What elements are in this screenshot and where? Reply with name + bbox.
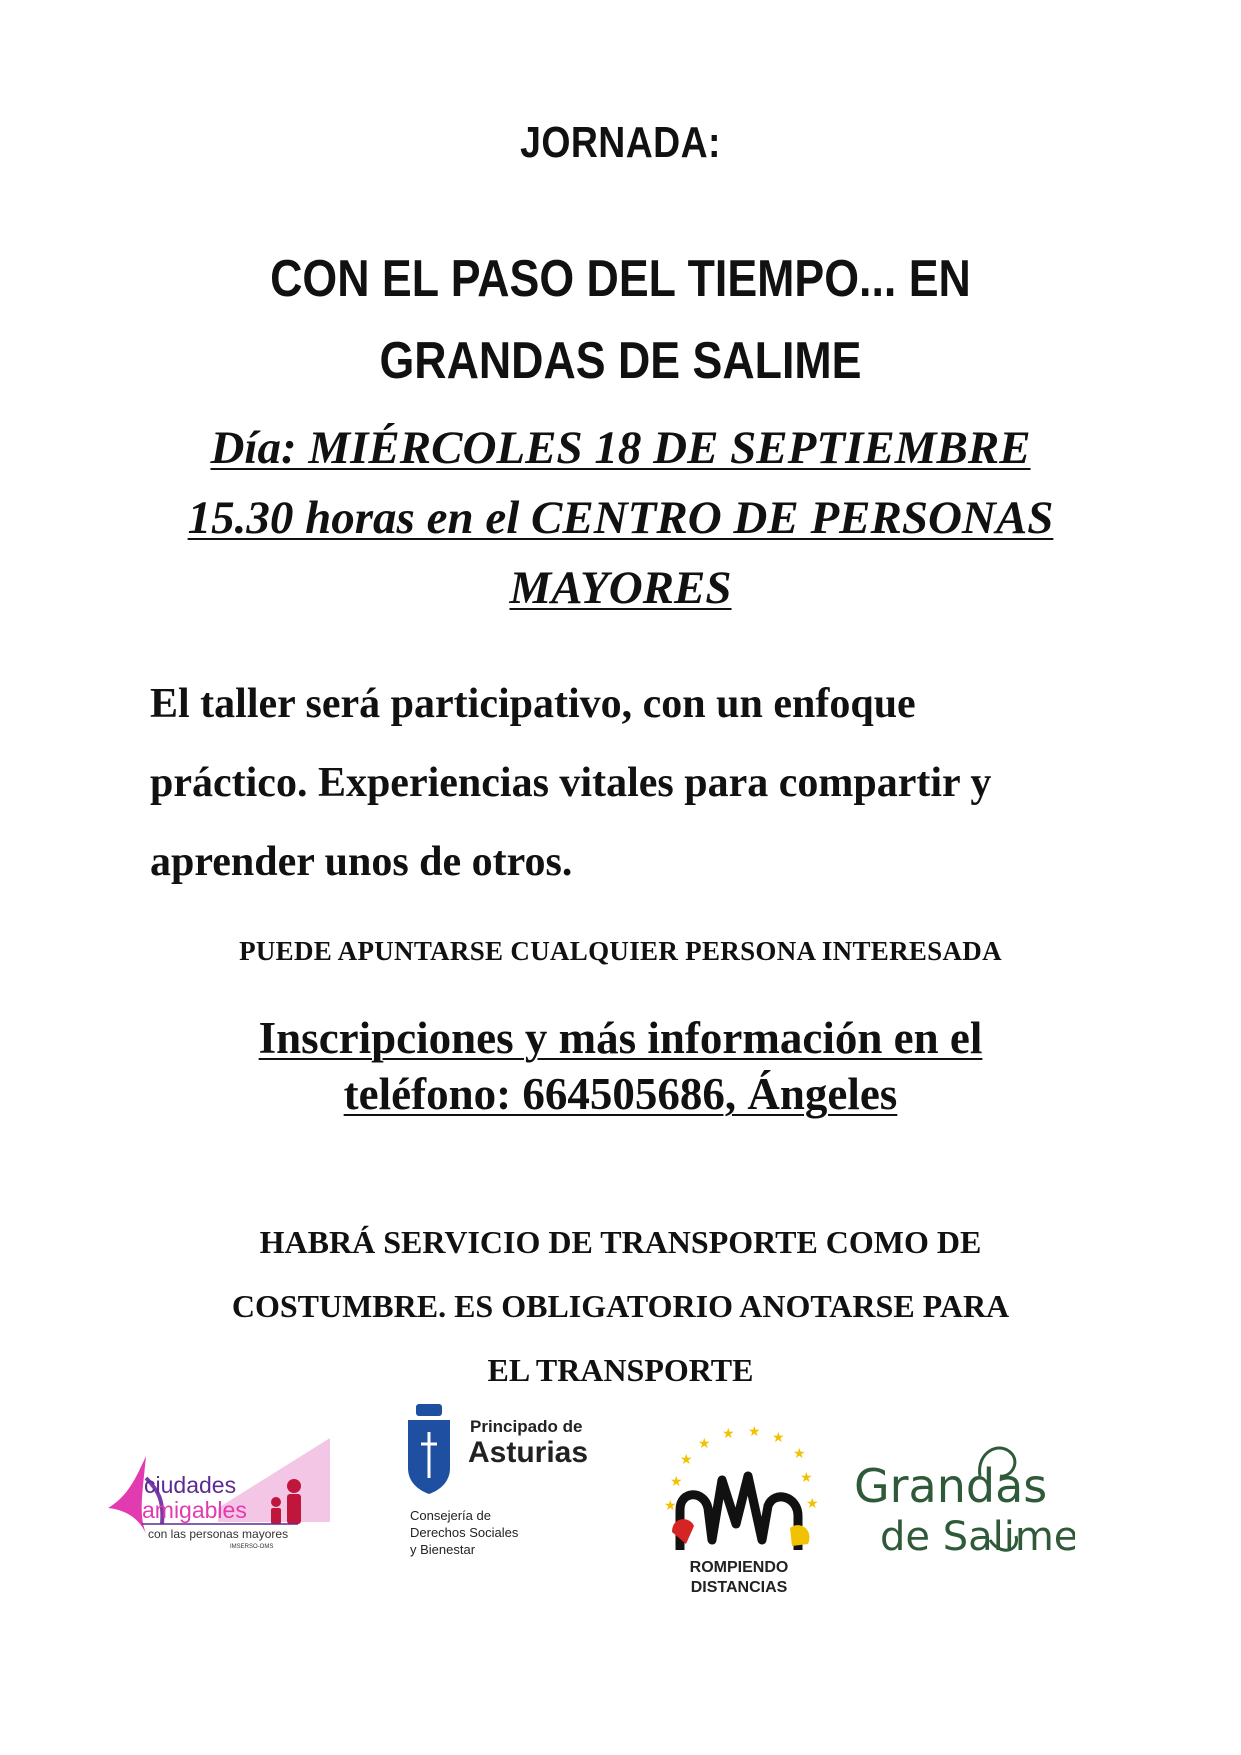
amigables-text: amigables bbox=[142, 1497, 247, 1523]
svg-text:★: ★ bbox=[772, 1431, 785, 1446]
event-title bbox=[87, 238, 1154, 402]
event-schedule bbox=[0, 413, 1241, 623]
svg-text:★: ★ bbox=[748, 1425, 761, 1440]
description-line-2: práctico. Experiencias vitales para compartir y bbox=[150, 760, 992, 806]
description-line-3: aprender unos de otros. bbox=[150, 839, 573, 885]
rompiendo-distancias-logo bbox=[650, 1420, 828, 1596]
event-label: JORNADA: bbox=[520, 118, 721, 167]
contact-line-1: Inscripciones y más información en el bbox=[258, 1013, 983, 1063]
description-line-1: El taller será participativo, con un enfoque bbox=[150, 681, 916, 727]
distancias-text: DISTANCIAS bbox=[690, 1579, 788, 1596]
svg-text:★: ★ bbox=[800, 1471, 813, 1486]
rompiendo-text: ROMPIENDO bbox=[689, 1559, 789, 1576]
svg-text:★: ★ bbox=[722, 1427, 735, 1442]
principado-text: Principado de bbox=[470, 1417, 583, 1436]
ciudades-subtitle: con las personas mayores bbox=[148, 1527, 289, 1541]
contact-line-2: teléfono: 664505686, Ángeles bbox=[343, 1069, 898, 1119]
consejeria-line-1: Consejería de bbox=[410, 1508, 491, 1523]
de-salime-text: de Salime bbox=[880, 1514, 1075, 1560]
transport-line-2: COSTUMBRE. ES OBLIGATORIO ANOTARSE PARA bbox=[231, 1288, 1010, 1324]
transport-line-1: HABRÁ SERVICIO DE TRANSPORTE COMO DE bbox=[259, 1224, 982, 1260]
contact-info bbox=[0, 1010, 1241, 1122]
event-description bbox=[150, 665, 1100, 902]
consejeria-line-3: y Bienestar bbox=[410, 1542, 476, 1557]
consejeria-line-2: Derechos Sociales bbox=[410, 1525, 519, 1540]
title-line-2: GRANDAS DE SALIME bbox=[379, 332, 862, 390]
svg-text:★: ★ bbox=[664, 1499, 677, 1514]
svg-text:★: ★ bbox=[698, 1437, 711, 1452]
svg-text:★: ★ bbox=[680, 1453, 693, 1468]
ciudades-text: ciudades bbox=[144, 1472, 237, 1498]
schedule-line-3: MAYORES bbox=[509, 562, 732, 614]
imserso-text: IMSERSO-OMS bbox=[230, 1544, 274, 1550]
transport-line-3: EL TRANSPORTE bbox=[487, 1352, 754, 1388]
schedule-line-2: 15.30 horas en el CENTRO DE PERSONAS bbox=[187, 492, 1054, 544]
svg-text:★: ★ bbox=[670, 1475, 683, 1490]
schedule-line-1: Día: MIÉRCOLES 18 DE SEPTIEMBRE bbox=[210, 422, 1031, 474]
svg-text:★: ★ bbox=[793, 1447, 806, 1462]
title-line-1: CON EL PASO DEL TIEMPO... EN bbox=[270, 250, 971, 308]
transport-notice bbox=[0, 1210, 1241, 1402]
grandas-de-salime-logo bbox=[850, 1440, 1075, 1570]
asturias-text: Asturias bbox=[468, 1436, 589, 1469]
grandas-text: Grandas bbox=[854, 1459, 1048, 1513]
ciudades-amigables-logo bbox=[98, 1438, 330, 1562]
svg-text:★: ★ bbox=[806, 1497, 819, 1512]
principado-asturias-logo bbox=[400, 1398, 630, 1558]
open-enrollment-notice: PUEDE APUNTARSE CUALQUIER PERSONA INTERESADA bbox=[239, 936, 1002, 966]
